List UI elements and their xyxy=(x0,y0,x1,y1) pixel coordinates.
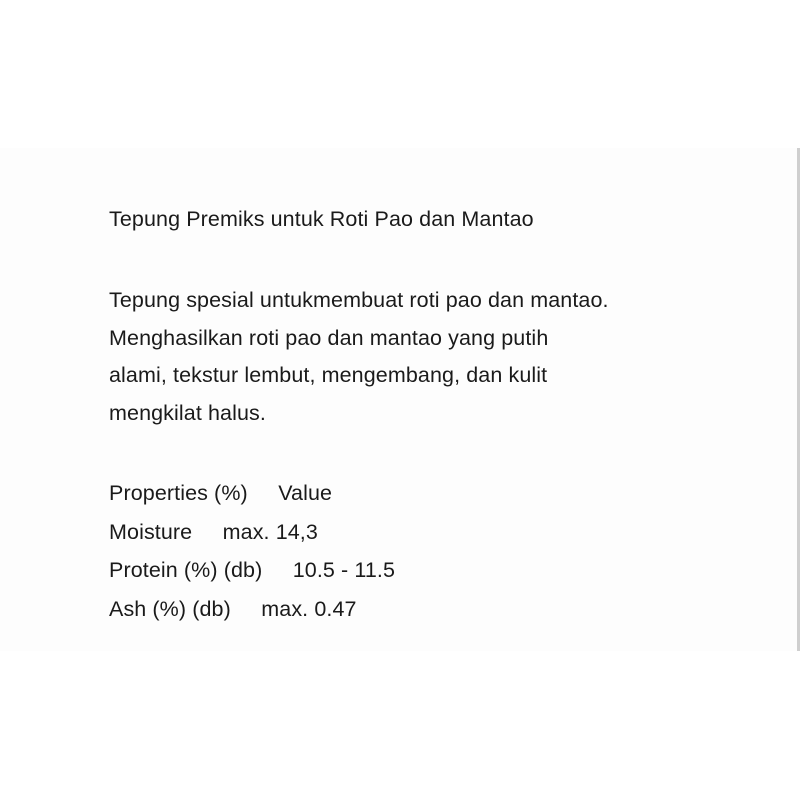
property-label: Ash (%) (db) xyxy=(109,596,231,621)
description-line: mengkilat halus. xyxy=(109,400,266,425)
description-line: Tepung spesial untukmembuat roti pao dan mantao. xyxy=(109,288,609,312)
description-line: alami, tekstur lembut, mengembang, dan kulit xyxy=(109,363,548,387)
property-value: max. 14,3 xyxy=(222,519,318,544)
property-label: Properties (%) xyxy=(109,481,248,505)
properties-header-row xyxy=(109,474,395,513)
property-value: Value xyxy=(278,481,333,505)
property-label: Protein (%) (db) xyxy=(109,558,263,582)
property-row-ash xyxy=(109,590,395,629)
property-value: 10.5 - 11.5 xyxy=(292,558,396,582)
property-label: Moisture xyxy=(109,519,193,544)
product-title: Tepung Premiks untuk Roti Pao dan Mantao xyxy=(109,207,534,231)
property-row-moisture xyxy=(109,513,395,552)
product-description xyxy=(109,282,749,432)
property-row-protein xyxy=(109,551,395,590)
property-value: max. 0.47 xyxy=(261,596,357,621)
description-line: Menghasilkan roti pao dan mantao yang putih xyxy=(109,325,549,350)
properties-table xyxy=(109,474,395,628)
